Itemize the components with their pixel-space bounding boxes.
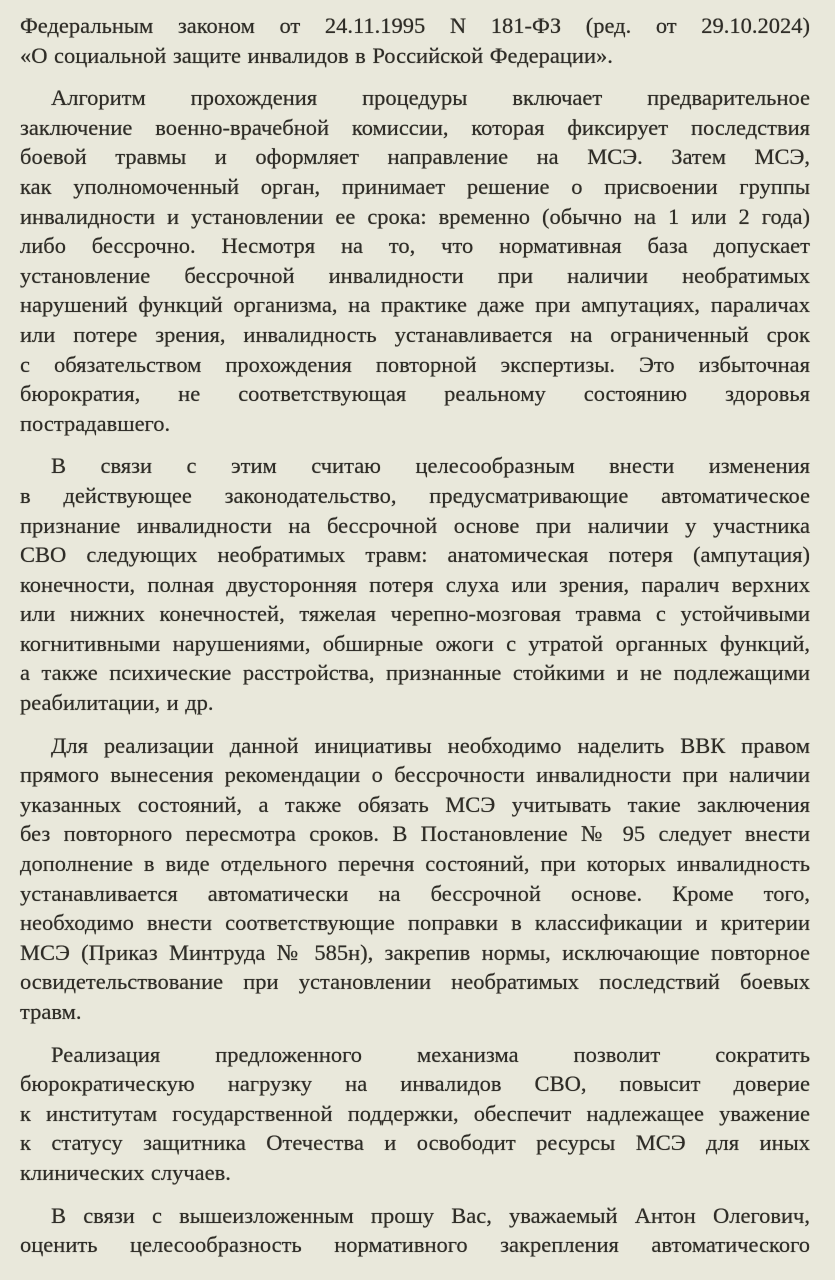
text-line: без повторного пересмотра сроков. В Постановление № 95 следует внести — [20, 821, 810, 847]
text-line: В связи с вышеизложенным прошу Вас, уважаемый Антон Олегович, — [51, 1202, 810, 1228]
text-line: к статусу защитника Отечества и освободит ресурсы МСЭ для иных — [20, 1130, 810, 1156]
text-line: установление бессрочной инвалидности при наличии необратимых — [20, 262, 810, 288]
text-line: СВО следующих необратимых травм: анатомическая потеря (ампутация) — [20, 542, 810, 568]
text-line: как уполномоченный орган, принимает решение о присвоении группы — [20, 173, 810, 199]
paragraph — [20, 451, 810, 717]
text-line: нарушений функций организма, на практике даже при ампутациях, параличах — [20, 292, 810, 318]
text-line: указанных состояний, а также обязать МСЭ учитывать такие заключения — [20, 791, 810, 817]
text-line: устанавливается автоматически на бессрочной основе. Кроме того, — [20, 880, 810, 906]
text-line: конечности, полная двусторонняя потеря слуха или зрения, паралич верхних — [20, 571, 810, 597]
text-line: Реализация предложенного механизма позволит сократить — [51, 1041, 810, 1067]
text-line: пострадавшего. — [20, 410, 171, 436]
text-line: дополнение в виде отдельного перечня состояний, при которых инвалидность — [20, 851, 810, 877]
text-line: с обязательством прохождения повторной экспертизы. Это избыточная — [20, 351, 810, 377]
text-line: Алгоритм прохождения процедуры включает предварительное — [51, 85, 810, 111]
text-line: оценить целесообразность нормативного закрепления автоматического — [20, 1232, 810, 1258]
text-line: бюрократическую нагрузку на инвалидов СВО, повысит доверие — [20, 1071, 810, 1097]
paragraph — [20, 11, 810, 70]
text-line: освидетельствование при установлении необратимых последствий боевых — [20, 969, 810, 995]
text-line: в действующее законодательство, предусматривающие автоматическое — [20, 482, 810, 508]
text-line: боевой травмы и оформляет направление на МСЭ. Затем МСЭ, — [20, 144, 810, 170]
text-line: В связи с этим считаю целесообразным внести изменения — [51, 453, 810, 479]
text-line: необходимо внести соответствующие поправки в классификации и критерии — [20, 910, 810, 936]
text-line: признание инвалидности на бессрочной основе при наличии у участника — [20, 512, 810, 538]
text-line: к институтам государственной поддержки, обеспечит надлежащее уважение — [20, 1100, 810, 1126]
text-line: или нижних конечностей, тяжелая черепно-мозговая травма с устойчивыми — [20, 601, 810, 627]
paragraph — [20, 83, 810, 438]
text-line: Федеральным законом от 24.11.1995 N 181-ФЗ (ред. от 29.10.2024) — [20, 13, 810, 38]
text-line: «О социальной защите инвалидов в Российской Федерации». — [20, 42, 613, 68]
paragraph — [20, 1040, 810, 1188]
text-line: Для реализации данной инициативы необходимо наделить ВВК правом — [51, 732, 810, 758]
text-line: клинических случаев. — [20, 1159, 231, 1185]
text-line: заключение военно-врачебной комиссии, которая фиксирует последствия — [20, 114, 810, 140]
text-line: либо бессрочно. Несмотря на то, что нормативная база допускает — [20, 233, 810, 259]
text-line: реабилитации, и др. — [20, 690, 214, 716]
text-line: МСЭ (Приказ Минтруда № 585н), закрепив нормы, исключающие повторное — [20, 939, 810, 965]
text-line: бюрократия, не соответствующая реальному состоянию здоровья — [20, 381, 810, 407]
text-line: травм. — [20, 999, 82, 1024]
paragraph — [20, 731, 810, 1027]
text-line: а также психические расстройства, признанные стойкими и не подлежащими — [20, 660, 810, 686]
text-line: когнитивными нарушениями, обширные ожоги с утратой органных функций, — [20, 630, 810, 656]
text-line: прямого вынесения рекомендации о бессрочности инвалидности при наличии — [20, 762, 810, 788]
text-line: инвалидности и установлении ее срока: временно (обычно на 1 или 2 года) — [20, 203, 810, 229]
document-text — [20, 11, 810, 1260]
paragraph — [20, 1201, 810, 1260]
text-line: или потере зрения, инвалидность устанавливается на ограниченный срок — [20, 321, 810, 347]
